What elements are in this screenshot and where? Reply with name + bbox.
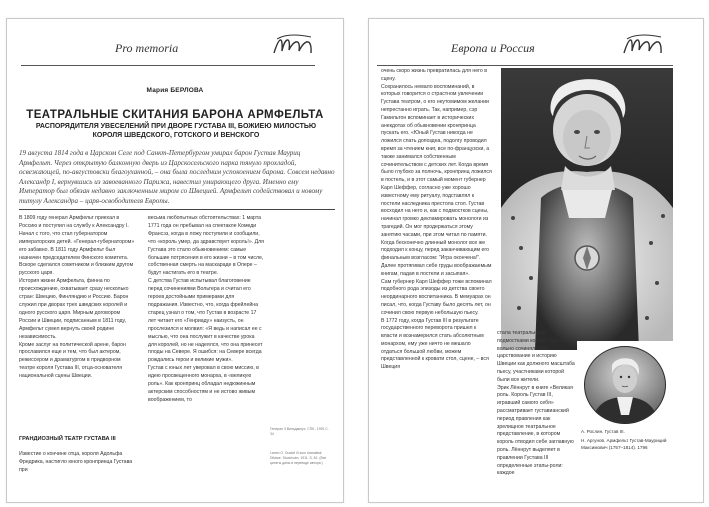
side-notes [270, 427, 332, 480]
article-author: Мария БЕРЛОВА [146, 87, 204, 94]
monogram-icon [271, 33, 315, 59]
body-column-1-continued: Известие о кончине отца, короля Адольфа Фредрика, настигло юного кронпринца Густава при [19, 451, 133, 473]
left-page-header: Pro memoria [115, 41, 179, 55]
caption-armfelt: Н. Аргунов. Армфельт Густав-Мауриций Максимович (1757–1814). 1796 [581, 438, 667, 450]
article-subtitle: РАСПОРЯДИТЕЛЯ УВЕСЕЛЕНИЙ ПРИ ДВОРЕ ГУСТАВА III, БОЖИЕЮ МИЛОСТЬЮ КОРОЛЯ ШВЕДСКОГО, ГОТСКОГО И ВЕНСКОГО [35, 123, 317, 139]
body-column-1: В 1809 году генерал Армфельт приехал в Россию и поступил на службу к Александру I. Начал с того, что стал губернатором императорских детей. «Генерал-губернатором» его забавно. В 1811 году Армфельт был назначен председателем Финского комитета. Вскоре сделался советником и близким другом русского царя. История жизни Армфельта, финна по происхождению, охватывает сразу несколько стран: Швецию, Финляндию и Россию. Барон служил при дворах трех шведских королей и одного русского царя. Мирным договором России и Швеции, подписанным в 1811 году, Армфельт сумел вернуть своей родине независимость. Кроме заслуг на политической арене, барон прославился еще и тем, что был актером, режиссером и драматургом в придворном театре короля Густава III, отца-основателя национальной сцены Швеции. [19, 215, 135, 380]
body-rule [19, 209, 335, 210]
portrait-gustav-iii [501, 68, 673, 350]
monogram-icon [621, 33, 665, 59]
right-body-column: очень скоро жизнь превратилась для него в сцену. Сохранилось немало воспоминаний, в которых говорится о страстном увлечении Густава театром, о его неутомимом желании непрестанно играть. Так, например, сэр Гамильтон вспоминает в исторических анекдотах об обыкновении кронпринца пускать его. «Юный Густав никогда не ложился спать допоздна, подолгу проводил время за чтением книг, все по-французски, а также занимался собственным сочинительством с детских лет. Когда время было глубоко за полночь, кронпринц ложился в постель, и в этот самый момент губернер Карл Шеффер, согласно уже хорошо известному ему ритуалу, подставлял к постели наследника престола стол. Густав восходил на него и, как с подмостков сцены, начинал громко декламировать монологи из трагедий. Он мог продержаться этому занятию часами, при этом читал по памяти. Когда бесконечно длинный монолог все же подходил к концу, перед заканчивающим его финальным возгласом: "Игра окончена!". Далее протягивал себе груды воображаемым книгам, падая в постели и засыпая». Сам губернер Карл Шеффер тоже вспоминал подобного рода эпизоды из детства своего неординарного воспитанника. В мемуарах он писал, что, когда Густаву было десять лет, он сочинил свою первую небольшую пьесу. В 1772 году, когда Густав III в результате государственного переворота пришел к власти и вознамерился стать абсолютным монархом, ему уже ничто не мешало отдаться большой любви, можем представленной к кровати стол, сцене, – вся Швеция [381, 68, 492, 371]
header-rule [21, 65, 315, 66]
right-body-column-lower: стала театральными подмостками короля. Густав III вольно сочинял свою царствование и историю Швеции как должного масштаба пьесу, участниками которой были все жители. Эрик Лённрут в книге «Великая роль. Король Густав III, игравший самого себя» рассматривает густавианский период правления как зрелищное театральное представление, в котором король отводил себе заглавную роль. Лённрут выделяет в правлении Густава III определенные этапы-роли: каждое [497, 330, 575, 477]
header-rule [377, 65, 673, 66]
left-page [6, 18, 344, 503]
article-title: ТЕАТРАЛЬНЫЕ СКИТАНИЯ БАРОНА АРМФЕЛЬТА [26, 109, 324, 121]
section-heading: ГРАНДИОЗНЫЙ ТЕАТР ГУСТАВА III [19, 436, 116, 442]
side-note: Генерал 3 Вильдаклус. СПб., 1991 С. 34 [270, 427, 329, 436]
body-column-2: весьма любопытных обстоятельствах: 1 марта 1771 года он пребывал на спектакле Комеди Франсэз, когда в ложу поступили и сообщили, что «король умер, да здравствует король!». Для Густава это стало обыкновением: самые большие потрясения в его жизни – в том числе, собственная смерть на маскараде в Опере – будут настигать его в театре. С детства Густав испытывал благоговение перед сочинениями Вольтера и считал его героев достойными примерами для подражания. Известно, что, когда фрейлейна старец узнал о том, что Густав в возрасте 17 лет читает его «Генриаду» наизусть, он прослезился и молвил: «Я ведь и написал ее с мыслью, что она послужит в качестве урока для королей, но не надеялся, что она принесет плоды на Севере. Я ошибся: на Севере всегда рождались герои и великие мужи». Густав с юных лет уверовал в свою миссию, в идею просвещенного монарха, в «великую роль». Как кронпринц обладал недюжинным актерским способностям и не истово живым воображением, то [148, 215, 264, 403]
right-page [368, 18, 704, 503]
image-captions [581, 429, 673, 454]
caption-gustav: А. Рослин. Густав III. [581, 429, 625, 434]
right-page-header: Европа и Россия [451, 41, 535, 55]
portrait-armfelt [577, 341, 673, 424]
article-lede: 19 августа 1814 года в Царском Селе под Санкт-Петербургом умирал барон Густав Мауриц Армфельт. Через открытую балконную дверь из Царскосельского парка тянуло прохладой, освежающей, по-августовски благоуханной, – она была последним успокоением барона. Совсем недавно Александр I, вернувшись из завоеванного Парижа, навестил умирающего друга. Именно ему Император был обязан недавно заключенным миром со Швецией. Армфельт содействовал и новому титулу Александра – царя-освободителя Европы. [19, 149, 335, 205]
side-note: Lamm O. Gustaf III som dramatisk Diktare. Stockholm, 1911. S. 81. (Все цитаты даны в переводе автора.) [270, 450, 327, 465]
